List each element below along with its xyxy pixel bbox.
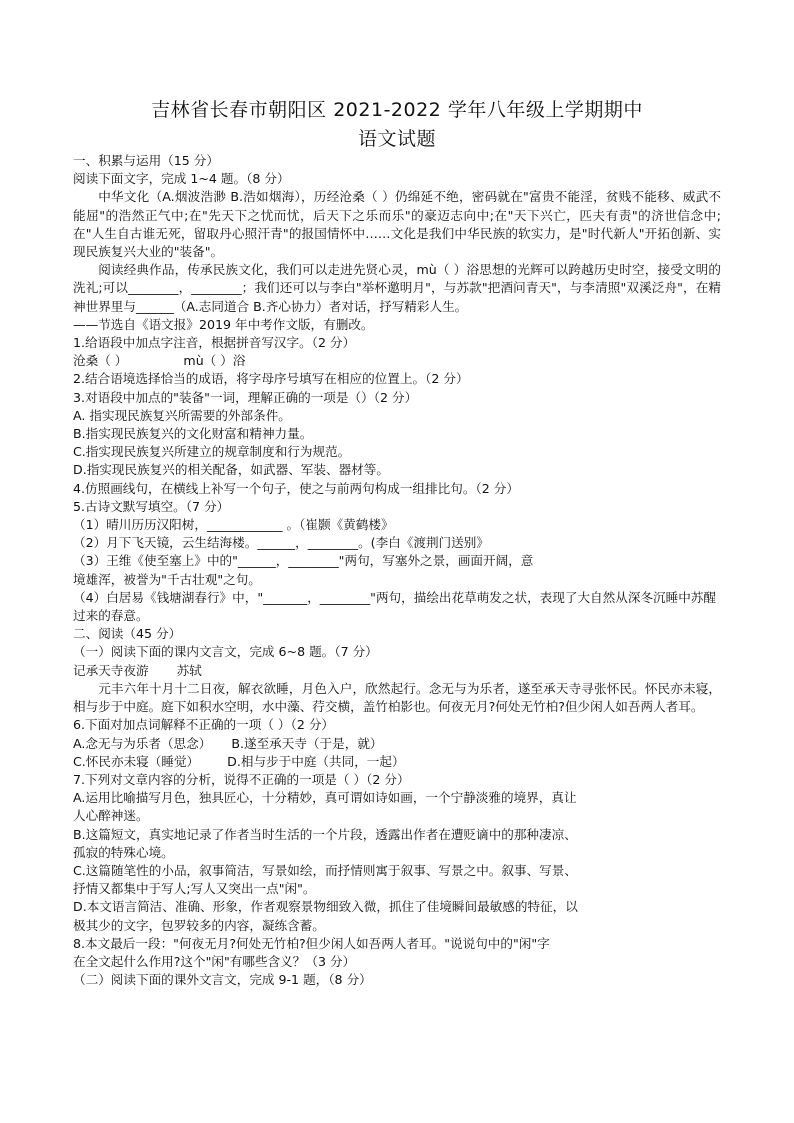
option-7b-cont: 孤寂的特殊心境。 — [73, 844, 174, 860]
text-title-author: 记承天寺夜游 苏轼 — [73, 662, 202, 678]
options-6ab: A.念无与为乐者（思念） B.遂至承天寺（于是，就） — [73, 735, 383, 751]
option-7a-cont: 人心醉神迷。 — [73, 808, 149, 824]
option-7c: C.这篇随笔性的小品，叙事简洁，写景如绘，而抒情则寓于叙事、写景之中。叙事、写景、 — [73, 862, 577, 878]
question-1-blanks: 沧桑（ ） mù（ ）浴 — [73, 353, 246, 369]
passage-paragraph-1: 中华文化（A.烟波浩渺 B.浩如烟海），历经沧桑（ ）仍绵延不绝，密码就在"富贵不能淫，贫贱不能移、威武不能屈"的浩然正气中;在"先天下之忧而忧，后天下之乐而乐"的豪迈志向中;在"天下兴亡，匹夫有责"的济世信念中;在"人生自古谁无死，留取丹心照汗青"的报国情怀中……文化是我们中华民族的软实力，是"时代新人"开拓创新、实现民族复兴大业的"装备"。 — [73, 189, 721, 260]
option-7c-cont: 抒情又都集中于写人;写人又突出一点"闲"。 — [73, 881, 316, 897]
exam-title-line2: 语文试题 — [357, 128, 436, 150]
question-8: 8.本文最后一段："何夜无月?何处无竹柏?但少闲人如吾两人者耳。"说说句中的"闲"字 — [73, 935, 550, 951]
instruction-q6-8: （一）阅读下面的课内文言文，完成 6~8 题。（7 分） — [73, 644, 378, 660]
section-heading-2: 二、阅读（45 分） — [73, 626, 182, 642]
question-5-4: （4）白居易《钱塘湖春行》中，"_______，________"两句，描绘出花草萌发之状，表现了大自然从深冬沉睡中苏醒过来的春意。 — [73, 589, 716, 624]
option-3b: B.指实现民族复兴的文化财富和精神力量。 — [73, 426, 313, 442]
option-7a: A.运用比喻描写月色，独具匠心，十分精妙，真可谓如诗如画，一个宁静淡雅的境界，真让 — [73, 790, 577, 806]
option-3d: D.指实现民族复兴的相关配备，如武器、军装、器材等。 — [73, 462, 389, 478]
option-7d-cont: 极其少的文字，包罗较多的内容，凝练含蓄。 — [73, 917, 325, 933]
question-6: 6.下面对加点词解释不正确的一项（ ）（2 分） — [73, 717, 335, 733]
question-8-cont: 在全文起什么作用?这个"闲"有哪些含义？（3 分） — [73, 953, 356, 969]
question-3: 3.对语段中加点的"装备"一词，理解正确的一项是（）（2 分） — [73, 389, 418, 405]
passage-source: ——节选自《语文报》2019 年中考作文版，有删改。 — [73, 316, 374, 332]
option-3a: A. 指实现民族复兴所需要的外部条件。 — [73, 407, 291, 423]
question-5-3: （3）王维《使至塞上》中的"______，________"两句，写塞外之景，画面开阔，意 — [73, 553, 534, 569]
question-4: 4.仿照画线句，在横线上补写一个句子，使之与前两句构成一组排比句。（2 分） — [73, 480, 519, 496]
question-5-2: （2）月下飞天镜，云生结海楼。______，________。(李白《渡荆门送别》 — [73, 535, 489, 551]
option-3c: C.指实现民族复兴所建立的规章制度和行为规范。 — [73, 444, 351, 460]
section-heading-1: 一、积累与运用（15 分） — [73, 153, 219, 168]
instruction-q1-4: 阅读下面文字，完成 1~4 题。（8 分） — [73, 171, 290, 187]
options-6cd: C.怀民亦未寝（睡觉） D.相与步于中庭（共同，一起） — [73, 753, 405, 769]
question-5: 5.古诗文默写填空。（7 分） — [73, 498, 230, 514]
option-7b: B.这篇短文，真实地记录了作者当时生活的一个片段，透露出作者在遭贬谪中的那种凄凉、 — [73, 826, 577, 842]
question-2: 2.结合语境选择恰当的成语，将字母序号填写在相应的位置上。（2 分） — [73, 371, 469, 387]
question-7: 7.下列对文章内容的分析，说得不正确的一项是（ ）（2 分） — [73, 771, 410, 787]
exam-body — [73, 152, 721, 989]
passage-paragraph-2: 阅读经典作品，传承民族文化，我们可以走进先贤心灵，mù（ ）浴思想的光辉可以跨越历史时空，接受文明的洗礼;可以________，________；我们还可以与李白"举杯邀明月"，与苏款"把酒问青天"，与李清照"双溪泛舟"，在精神世界里与______（A.志同道合 B.齐心协力）者对话，抒写精彩人生。 — [73, 262, 721, 314]
instruction-q9: （二）阅读下面的课外文言文，完成 9-1 题，（8 分） — [73, 972, 372, 988]
question-1: 1.给语段中加点字注音，根据拼音写汉字。（2 分） — [73, 335, 356, 351]
question-5-3-cont: 境雄浑，被誉为"千古壮观"之句。 — [73, 571, 261, 587]
exam-title-line1: 吉林省长春市朝阳区 2021-2022 学年八年级上学期期中 — [151, 99, 643, 121]
question-5-1: （1）晴川历历汉阳树，____________ 。（崔颢《黄鹤楼》 — [73, 517, 394, 533]
classical-text: 元丰六年十月十二日夜，解衣欲睡，月色入户，欣然起行。念无与为乐者，遂至承天寺寻张怀民。怀民亦未寝，相与步于中庭。庭下如积水空明，水中藻、荇交横，盖竹柏影也。何夜无月?何处无竹柏?但少闲人如吾两人者耳。 — [73, 680, 721, 715]
option-7d: D.本文语言简洁、准确、形象，作者观察景物细致入微，抓住了佳境瞬间最敏感的特征，以 — [73, 899, 578, 915]
